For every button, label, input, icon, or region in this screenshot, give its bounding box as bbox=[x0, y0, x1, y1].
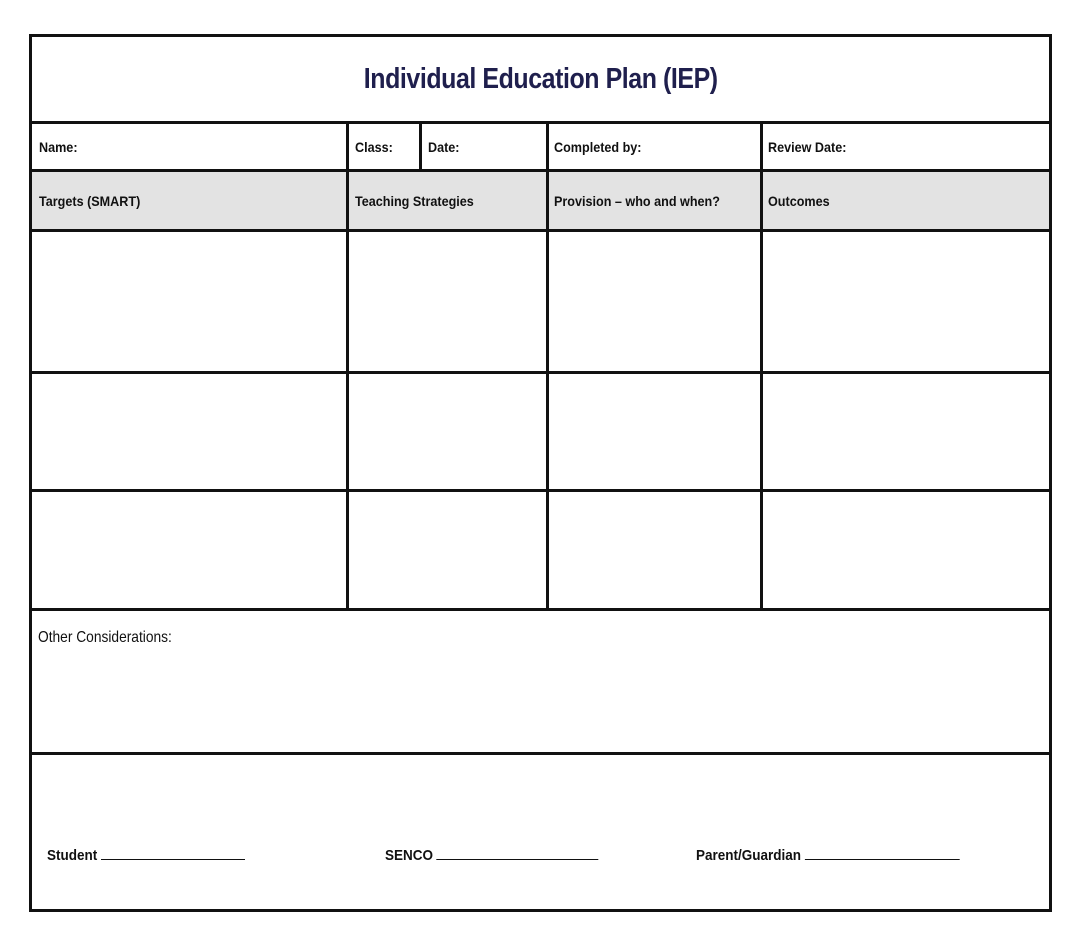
iep-form bbox=[29, 34, 1052, 912]
divider-row-3 bbox=[32, 608, 1049, 611]
senco-label: SENCO bbox=[385, 847, 434, 864]
targets-header: Targets (SMART) bbox=[39, 193, 141, 209]
senco-signature bbox=[385, 845, 599, 864]
divider-title bbox=[32, 121, 1049, 124]
divider-row-2 bbox=[32, 489, 1049, 492]
column-divider-1 bbox=[346, 121, 349, 611]
title-row bbox=[32, 37, 1049, 121]
parent-signature-line bbox=[805, 845, 960, 860]
form-title: Individual Education Plan (IEP) bbox=[363, 62, 718, 95]
divider-info bbox=[32, 169, 1049, 172]
review-date-label: Review Date: bbox=[768, 139, 847, 155]
student-signature bbox=[47, 845, 245, 864]
parent-label: Parent/Guardian bbox=[696, 847, 802, 864]
student-signature-line bbox=[101, 845, 245, 860]
divider-headers bbox=[32, 229, 1049, 232]
class-date-divider bbox=[419, 121, 422, 172]
other-considerations-label: Other Considerations: bbox=[38, 629, 172, 646]
completed-by-label: Completed by: bbox=[554, 139, 642, 155]
provision-header: Provision – who and when? bbox=[554, 193, 720, 209]
student-label: Student bbox=[47, 847, 98, 864]
outcomes-header: Outcomes bbox=[768, 193, 830, 209]
senco-signature-line bbox=[437, 845, 599, 860]
strategies-header: Teaching Strategies bbox=[355, 193, 474, 209]
name-label: Name: bbox=[39, 139, 78, 155]
date-label: Date: bbox=[428, 139, 460, 155]
class-label: Class: bbox=[355, 139, 393, 155]
column-divider-3 bbox=[760, 121, 763, 611]
parent-signature bbox=[696, 845, 959, 864]
divider-row-1 bbox=[32, 371, 1049, 374]
divider-other bbox=[32, 752, 1049, 755]
column-header-band bbox=[32, 172, 1049, 229]
column-divider-2 bbox=[546, 121, 549, 611]
